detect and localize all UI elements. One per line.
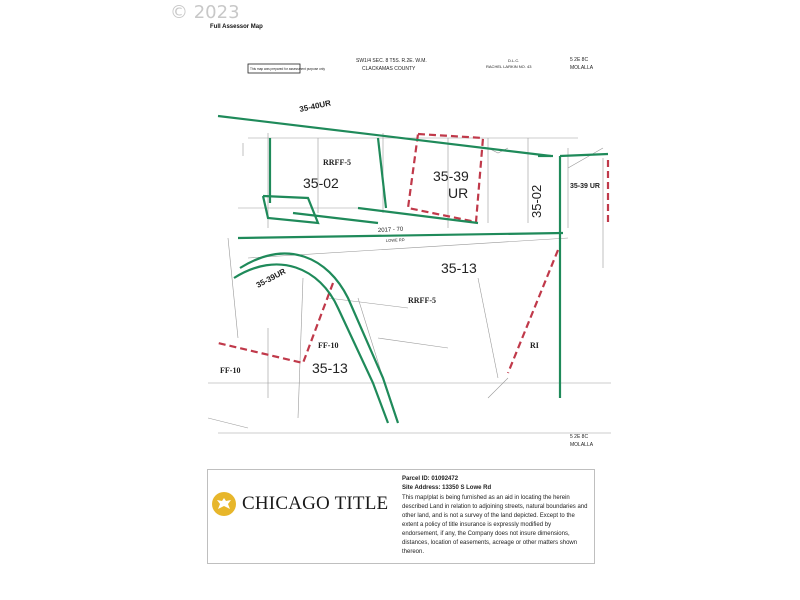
zone-label-9: FF-10	[220, 366, 241, 375]
map-corner-br: 5 2E 8C	[570, 434, 589, 440]
zone-label-10: RI	[530, 341, 539, 350]
map-corner-tr: 5 2E 8C	[570, 57, 589, 63]
parcel-id: Parcel ID: 01092472	[402, 476, 459, 482]
copyright-watermark: © 2023	[170, 2, 240, 23]
road-label-3: 35-39 UR	[570, 183, 600, 190]
map-corner-br2: MOLALLA	[570, 442, 594, 448]
disclaimer-text: This map/plat is being furnished as an aid in locating the herein described Land in relation to adjoining streets, natural boundaries and other land, and is not a survey of the land depicted. Except to the extent a policy of title insurance is expressly modified by endorsement, if any, the Company does not insure dimensions, distances, location of easements, acreage or other matters shown thereon.	[402, 495, 588, 555]
zone-label-3: 35-02	[529, 184, 544, 218]
zone-label-2b: UR	[448, 185, 469, 201]
parcel-info	[402, 475, 588, 557]
map-corner-tr2: MOLALLA	[570, 65, 594, 71]
info-panel	[207, 469, 595, 564]
lowe-rd-label: LOWE RD	[385, 237, 405, 243]
map-header-line2: CLACKAMAS COUNTY	[362, 66, 416, 72]
map-header-dlc: D.L.C.	[508, 58, 520, 63]
zone-label-8: FF-10	[318, 341, 339, 350]
road-label-1: 35-40UR	[298, 98, 332, 114]
eagle-badge-icon	[212, 492, 236, 516]
assessor-map	[208, 38, 611, 461]
zone-label-4: 35-13	[441, 260, 477, 276]
zone-label-7: RRFF-5	[408, 296, 436, 305]
map-number-label: 2017 - 70	[377, 226, 404, 234]
chicago-title-logo	[212, 491, 388, 517]
map-header-line1: SW1/4 SEC. 8 T5S. R.2E. W.M.	[356, 58, 427, 64]
zone-label-6: RRFF-5	[323, 158, 351, 167]
map-header-rachel: RACHEL LARKIN NO. 43	[486, 64, 532, 69]
zone-label-2: 35-39	[433, 168, 469, 184]
page-title: Full Assessor Map	[210, 24, 263, 30]
zone-label-5: 35-13	[312, 360, 348, 376]
site-address: Site Address: 13350 S Lowe Rd	[402, 485, 492, 491]
road-label-2: 35-39UR	[254, 266, 288, 290]
map-drawing	[208, 38, 611, 461]
company-name: CHICAGO TITLE	[242, 493, 389, 514]
notice-box-text: This map was prepared for assessment purpose only	[250, 67, 325, 71]
zone-label-1: 35-02	[303, 175, 339, 191]
